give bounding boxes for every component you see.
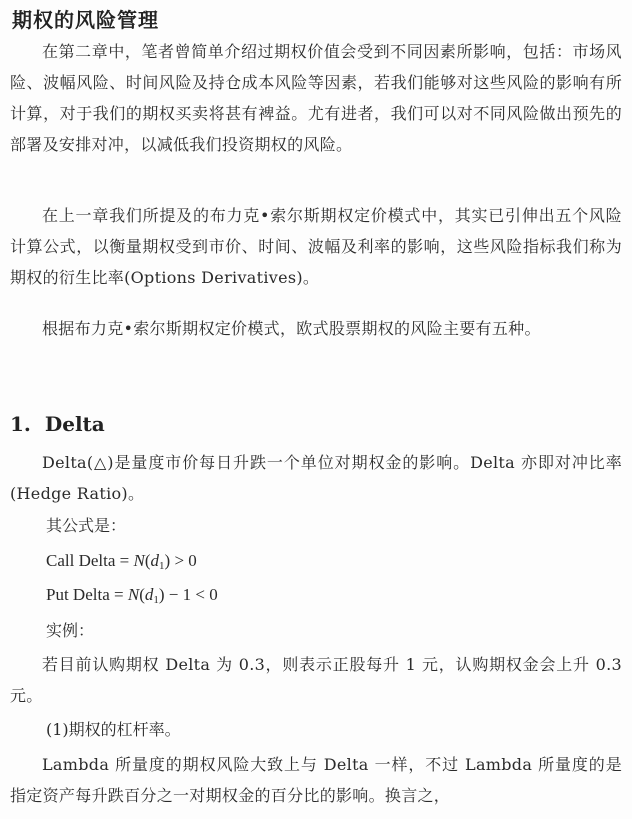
lambda-paragraph: Lambda 所量度的期权风险大致上与 Delta 一样，不过 Lambda 所量度的是指定资产每升跌百分之一对期权金的百分比的影响。换言之， [10, 755, 622, 805]
d-subscript: 1 [153, 594, 159, 606]
d-subscript: 1 [159, 560, 165, 572]
model-paragraph: 在上一章我们所提及的布力克•索尔斯期权定价模式中，其实已引伸出五个风险计算公式，以衡量期权受到市价、时间、波幅及利率的影响，这些风险指标我们称为期权的衍生比率(Options Derivatives)。 [10, 206, 622, 287]
normal-cdf-symbol: N [127, 585, 140, 604]
subsection-heading: (1)期权的杠杆率。 [46, 720, 181, 739]
put-delta-inequality: − 1 < 0 [164, 585, 218, 604]
call-delta-inequality: > 0 [170, 551, 197, 570]
formula-intro: 其公式是： [46, 516, 127, 535]
section-number: 1. [10, 412, 31, 436]
call-delta-label: Call Delta [46, 551, 116, 570]
example-text: 若目前认购期权 Delta 为 0.3，则表示正股每升 1 元，认购期权金会上升 0.3 元。 [10, 655, 622, 705]
d-symbol: d [144, 585, 154, 604]
delta-definition: Delta(△)是量度市价每日升跌一个单位对期权金的影响。Delta 亦即对冲比率(Hedge Ratio)。 [10, 453, 622, 503]
normal-cdf-symbol: N [133, 551, 145, 570]
risk-types-paragraph: 根据布力克•索尔斯期权定价模式，欧式股票期权的风险主要有五种。 [42, 319, 541, 338]
equals-sign: = [115, 551, 134, 570]
section-name: Delta [44, 412, 105, 436]
section-title-delta [10, 409, 105, 439]
call-delta-formula: Call Delta = $N(d_1) > 0$ [46, 551, 197, 572]
example-label: 实例： [46, 621, 95, 640]
put-delta-label: Put Delta [46, 585, 110, 604]
d-symbol: d [150, 551, 160, 570]
put-delta-formula: Put Delta = $N(d_1) - 1 < 0$ [46, 585, 218, 606]
intro-paragraph: 在第二章中，笔者曾简单介绍过期权价值会受到不同因素所影响，包括：市场风险、波幅风险、时间风险及持仓成本风险等因素，若我们能够对这些风险的影响有所计算，对于我们的期权买卖将甚有裨益。尤有进者，我们可以对不同风险做出预先的部署及安排对冲，以减低我们投资期权的风险。 [10, 42, 622, 154]
equals-sign: = [109, 585, 128, 604]
page-heading: 期权的风险管理 [12, 8, 159, 32]
